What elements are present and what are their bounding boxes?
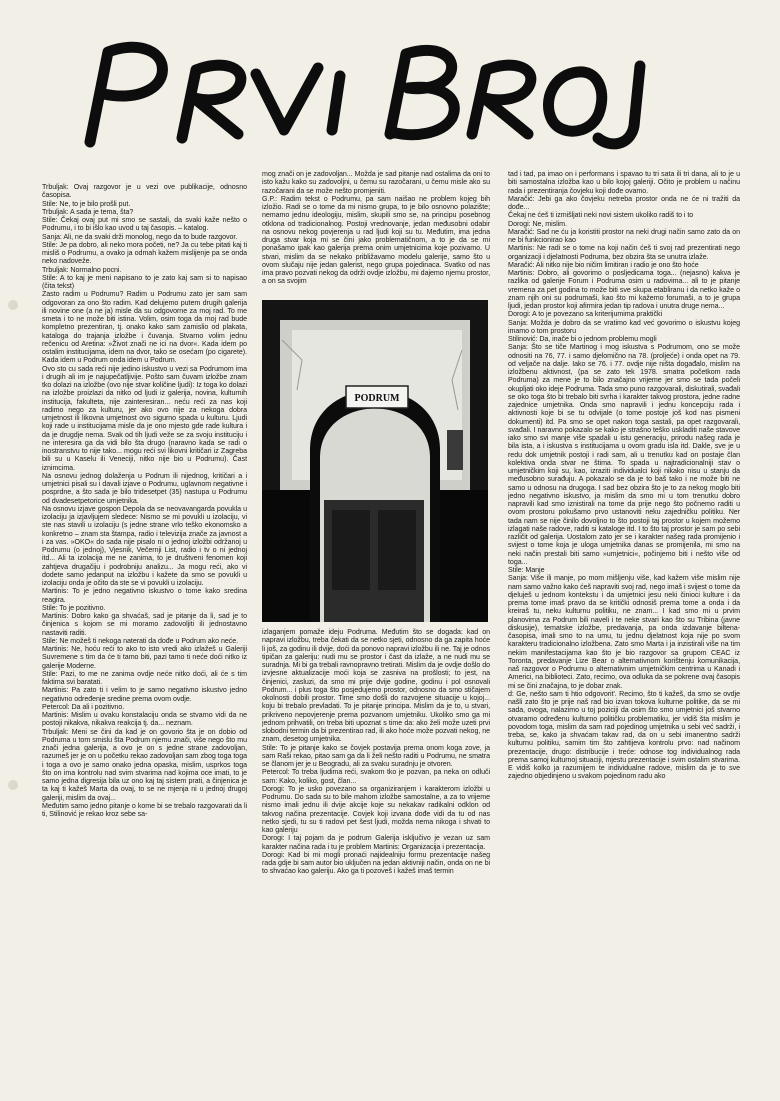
text-column-1: Trbuljak: Ovaj razgovor je u vezi ove publikacije, odnosno časopisa. Stile: Ne, to je bilo prošli put. Trbuljak: A sada je tema, šta? Stile: Čekaj ovaj put mi smo se sastali, da svaki kaže nešto o Podrumu, i to bi išlo kao uvod u taj časopis. – katalog. Sanja: Ali, ne da svaki drži monolog, nego da to bude razgovor. Stile: Je pa dobro, ali neko mora početi, ne? Ja cu tebe pitati kaj ti misliš o Podrumu, a ovako ja odmah kažem mislijenje pa se onda neko nadoveže. Trbuljak: Normalno pocni. Stile: A to kaj je meni napisano to je zato kaj sam si to napisao (čita tekst) Zasto radim u Podrumu? Radim u Podrumu zato jer sam sam odgovoran za ono što radim. Kad delujemo putem drugih galerija ili novine one (a ne ja) misle da su odgovorne za moj rad. To me smeta i to ne može biti istina. Volim, osim toga da moj rad bude kompletno prezentiran, tj. onako kako sam zamislio od plakata, kataloga do trajanja izložbe i čuvanja. Stvarno volim jednu rečenicu od Aretina: »Život znači ne ici na dvor«. Kada idem po ostalim institucijama, idem na dvor, tako se osećam (po cigarete). Kada idem u Podrum onda idem u Podrum. Ovo sto cu sada reći nije jedino iskustvo u vezi sa Podrumom ima i drugih ali im je najupečatljivije. Pošto sam čuvam izložbe znam tko dolazi na izložbe (ovo nije stvar količine ljudi): Iz toga ko dolazi na izložbe proizlazi da nitko od ljudi iz galerija, novina, kulturnih institucija, fakulteta, nije zainteresiran... neću reći za nas koji radimo nego za kulturu, jer ako ovo nije za nekoga dobra umjetnost ili likovna umjetnost ovo sigurno spada u kulturu. Ljudi koji rade u institucijama misle da je ono mjesto gde rade kultura i da je drugdje nema. Svak od tih ljudi veže se za svoju instituciju i ne interesira ga da vidi bilo šta drugo (naravno kada se radi o inostranstvu to nije tako... mogu reći svi likovni kritičari iz Zagreba bili su u Kaselu ili Veneciji, nitko nije bio u Podrumu). Čast iznimcima. Na osnovu jednog dolaženja u Podrum ili nijednog, kritičari a i umjetnici pisali su i davali izjave o Podrumu, uglavnom negativne i posprdne, a što sada je bilo tridesetpet (35) nastupa u Podrumu od dvadesetpetorice umjetnika. Na osnovu izjave gospon Depola da se neovavangarda povukla u izolaciju ja izjavljujem sledece: Nismo se mi povukli u izolaciju, vi ste nas stavili u izolaciju (s jedne strane vrlo teško ekonomsko a konkretno – znam sta štampa, radio i televizija znače za javnost a i za vas. »OKO« do sada nije pisalo ni o jednoj izložbi održanoj u Podrumu (o jednoj), Vjesnik, Večernji List, radio i tv o ni jednoj itd... Ali ta izolacija me ne zanima, to je društveni fenomen koji zahtjeva drugačiju i podrobniju analizu... Ja mogu reći, ako vi dodete samo jedanput na izložbu i kažete da smo se povukli u izolaciju onda je očito da ste se vi povukli u izolaciju. Martinis: To je jedno negativno iskustvo o tome kako sredina reagira. Stile: To je pozitivno. Martinis: Dobro kako ga shvaćaš, sad je pitanje da li, sad je to činjenica s kojom se mi moramo zadovoljiti ili jednostavno nastaviti raditi. Stile: Ne možeš ti nekoga naterati da dođe u Podrum ako neće. Martinis: Ne, hoću reći to ako to isto vredi ako izlažeš u Galeriji Suvremene s tim da će ti tamo biti, pazi tamo ti neće doći nitko iz galerije Moderne. Stile: Pazi, to me ne zanima ovdje neće nitko doći, ali će s tim faktima svi baratati. Martinis: Pa zato ti i velim to je samo negativno iskustvo jedno negativno određenje sredine prema ovom ovdje. Petercol: Da ali i pozitivno. Martinis: Mislim u ovaku konstalaciju onda se stvarno vidi da ne postoji nikakva, nikakva reakcija tj. da... neznam. Trbuljak: Meni se čini da kad je on govorio šta je on dobio od Podruma u tom smislu šta Podrum njemu znači, više nego što mu znači jedna galerija, a ovo je on s jedne strane zadovoljan, razumeš jer je on u početku rekao zadovoljan sam zbog toga toga i toga a ovo je samo onako jedna opaska, mislim, usprkos toga što on ima kontrolu nad svim stvarima nad kojima oce imati, to je samo jedna digresija bila uz ono kaj taj sistem prati, a činjenica je ta kaj ti kažeš Marta da ovaj, to se ne mjenja ni u jednoj drugoj galeriji, mislim da ovaj... Međutim samo jedno pitanje o kome bi se trebalo razgovarati da li ti, Stilinović je rekao kroz sebe sa- bbox=[42, 183, 247, 818]
punch-hole bbox=[8, 300, 18, 310]
podrum-entrance-photo bbox=[262, 300, 488, 622]
masthead-lettering bbox=[70, 30, 690, 150]
masthead-logo bbox=[70, 30, 690, 150]
punch-hole bbox=[8, 780, 18, 790]
podrum-sign: PODRUM bbox=[354, 393, 400, 404]
text-column-2-top: mog znači on je zadovoljan... Možda je sad pitanje nad ostalima da oni to isto kažu kako su zadovoljni, u čemu su razočarani, u čemu misle ako su razočarani da se može nešto promjeniti. G.P.: Radim tekst o Podrumu, pa sam naišao ne problem kojeg bih izložio. Radi se o tome da mi nismo grupa, to je bilo osnovno polazište; nemamo jednu ideologiju, mislim, skupili smo se, na principu posebnog otklona od tradicionalnog. Postoji vrednovanje, jedan međusobni odabir na osnovu nekog povjerenja u rad ljudi koji su tu. Međutim, ima jedna druga stvar koja mi se čini jako problematičnom, a to je da se mi ponašamo ipak kao galerija prema onim umjetnicima koje pozivamo. U stvari, mislim da se nekako približavamo modelu galerije, samo što u ovom slučaju nije jedan galerist, nego grupa pojedinaca. Svatko od nas ima pravo pozvati nekog da održi ovdje izložbu, mi dajemo njemu prostor, a on sa svojim bbox=[262, 170, 490, 286]
text-column-2-bottom: izlaganjem pomaže ideju Podruma. Međutim što se dogada: kad on napravi izložbu, treba čekati da se netko sjeti, odnosno da ga zapita hoće li još, za godinu ili dvije, doći da ponovo napravi izložbu ili ne. Taj je odnos tipičan za galeriju: nudi mu se prostor i čast da izlaže, a ne nudi mu se suradnja. Mi bi ga trebali ravnopravno tretirati. Mislim da je ovdje došlo do izvjesne aktualizacije moći koja se zasniva na prošlosti; to jest, na činjenici, zasluzi, da smo mi prije dvije godine, godinu i pol osnovali Podrum... i plus toga što posjedujemo prostor, odnosno da smo stičajem okolnosti dobili prostor. Time smo došli do razvojene situacije u kojoj... koju bi trebalo prevladati. To je pitanje principa. Mislim da je to, u stvari, prikriveno nepovjerenje prema pozvanom umjetniku. Ukoliko smo ga mi jednom prihvatili, on treba biti upoznat s time da: ako želi može uzeti prvi slobodni termin da bi prezentirao rad, ili ako hoće može pozvati nekog, ne znam, desetog umjetnika. Stile: To je pitanje kako se čovjek postavija prema onom koga zove, ja sam Raši rekao, pitao sam ga da li želi nešto raditi u Podrumu, ne smatra se članom jer je u Beogradu, ali za svaku suradnju je otvoren. Petercol: To treba ljudima reći, svakom tko je pozvan, pa neka on odluči sam: Kako, koliko, gost, član... Dorogi: To je usko povezano sa organiziranjem i karakterom izložbi u Podrumu. Do sada su to bile mahom izložbe samostalne, a za to vrijeme nismo imali jednu ili dvije akcije koje su nekakav radikalni odklon od takvog načina prezentacije. Covjek koji izvana dođe vidi da tu od nas netko sjedi, tu su ti radovi pet šest ljudi, možda nema nikoga i shvati to kao galeriju Dorogi: I taj pojam da je podrum Galerija isključivo je vezan uz sam karakter načina rada i tu je problem Martinis: Organizacija i prezentacija. Dorogi: Kad bi mi mogli pronaći najidealniju formu prezentacije našeg rada gdje bi sam autor bio uključen na jedan aktivniji način, onda on ne bi to shvaćao kao galeriju. Ako ga ti pozoveš i kažeš imaš termin bbox=[262, 628, 490, 876]
text-column-3: tad i tad, pa imao on i performans i spavao tu tri sata ili tri dana, ali to je u biti samostalna izložba kao u bilo kojoj galeriji. Očito je problem u načinu rada i prezentiranja čovjeku koji dođe ovamo. Maračić: Jebi ga ako čovjeku netreba prostor onda ne će ni tražiti da dođe... Čekaj ne ćeš ti izmišljati neki novi sistem ukoliko radiš to i to Dorogi: Ne, mislim. Maračić: Sad ne ću ja koristiti prostor na neki drugi način samo zato da on ne bi funkcionirao kao Martinis: Ne radi se o tome na koji način ćeš ti svoj rad prezentirati nego organizacji i djelatnosti Podruma, bez obzira šta se unutra izlaže. Maračić: Ali nitko nije bio ničim limitiran i radio je ono što hoće Martinis: Dobro, ali govorimo o posljedicama toga... (nejasno) kakva je razlika od galerije Forum i Podruma osim u radovima... ali to je pitanje vremena za pet godina to može biti sve skupa etabliranu i da netko kaže o znam njih oni su podrumaši, kao što mi kažemo forumaši, a to je grupa ljudi, jedan prostor koji afirmira jedan tip radova i unutra druge nema... Dorogi: A to je povezano sa kriterijumima praktički Sanja: Možda je dobro da se vratimo kad već govorimo o iskustvu kojeg imamo o tom prostoru Stilinović: Da, inače bi o jednom problemu mogli Sanja: Što se tiče Martinog i mog iskustva s Podrumom, ono se može odnositi na 76, 77. i samo djelomično na 78. (proljeće) i onda opet na 79. od veljače na dalje. Iako se 76. i 77. ovdje nije ništa događalo, mislim na izložbenu aktivnost, (pa se zato tek 1978. smatra početkom rada Podruma) za mene je to bilo značajno vrijeme jer smo se tada počeli okupljati oko ideje Podruma. Tada smo puno razgovarali, diskutirali, svađali se oko toga što bi trebalo biti svrha i karakter takvog prostora, jedne radne zajednice umjetnika. Onda smo napravili i jednu koncepciju rada i aktivnosti koje bi se tu odvijale (o tome postoje još kod nas pismeni dokumenti) itd. Pa smo se opet nakon toga sastali, pa opet razgovarali, svađali. I naravno pokazalo se kako je strašno teško uskladiti naše stavove iako smo svi manje više spadali u istu generaciju, prirodu našeg rada je bila ista, a i iskustva s institucijama u ovom gradu isla itd. Dakle, sve je u redu dok umjetnik postoji i radi sam, ali u trenutku kad on postaje član kolektiva onda stvar ne štima. To spada u najtradicionalniji stav o umjetničkim koji su, kao, izraziti individualci koji nikako nisu u stanju da međusobno surađuju. A pokazalo se da je to baš tako i ne može biti ne samo u odnosu na drugoga. I sad bez obzira što je to za nekog mogło biti jedno negativno iskustvo, ja mislim da smo mi u tom trenutku dobro napravili kad smo iznistirali na tome da prije nego što počnemo raditi u ovom prostoru pokušamo prvo ustanoviti neku zajedničku politiku. Ner tada nam se nije činilo dovoljno to što postoji taj prostor u kojem možemo izlagati naše radove, raditi si kataloge itd. I to što taj prostor je sam po sebi različit od galerija. Uostalom zato jer se i karakter našeg rada promijenio i svijest o tome koja je uloga umjetnika danas se promijenila, mi smo na neki način prestali biti samo »umjetnici«, počinjemo biti i nešto više od toga... Stile: Manje Sanja: Više ili manje, po mom mišljenju više, kad kažem više mislim nije nam samo važno kako ćeš napraviti svoj rad, nego imaš i svijest o tome da djeluješ u jednom kontekstu i da umjetnici jesu neki činioci kulture i da prema tome imaš pravo da se kritički odnosiš prema tome a onda i da kreiraš tu, neku kulturnu politiku, ne znam... I kad smo mi u prvim planovima za Podrum bili naveli i te neke stvari kao što su Tribina (javne diskusije), tematske izložbe, predavanja, pa onda izdavanje biltena-časopisa, imali smo to na umu, tu jednu djelatnost koja nije po svom karakteru tradicionalno izložbena. Zato smo Marta i ja inzistirali više na tim nekim manifestacijama kao što je bio razgovor sa grupom CEAC iz Toronta, predavanje Lize Bear o alternativnom korištenju komunikacija, naš razgovor o Podrumu o alternativnim umjetničkim centrima u Kanadi i Americi, na biblioteci. Zato, recimo, ova odluka da se pokrene ovaj časopis mi se čini značajna, to je dobar znak. d: Ge, nešto sam ti htio odgovorit'. Recimo, što ti kažeš, da smo se ovdje našli zato što je prije naš rad bio izvan tokova kulturne politike, da se mi sada, ovoga, nalazimo u toj poziciji da osim što smo umjetnici još stvarno otvaramo određenu kulturno političku problematiku, jer vidiš šta mislim je povodom toga, mislim da sam rad pojedinog umjetnika u sebi već sadrži, i treba, se, kako ja shvaćam takav rad, da on u sebi imanentno sadrži kulturnu politiku, samim tim što zahtijeva kontrolu prvo: nad načinom prezentacije, drugo: distribucije i treće: odnose tog individualnog rada prema samoj kulturnoj situaciji, mjestu prezentacije i svim ostalim stvarima. E vidiš kolko ja razumijem te individualne radove, mislim da je to sve zajedno objedinjeno u svakom pojedinom radu ako bbox=[508, 170, 740, 781]
